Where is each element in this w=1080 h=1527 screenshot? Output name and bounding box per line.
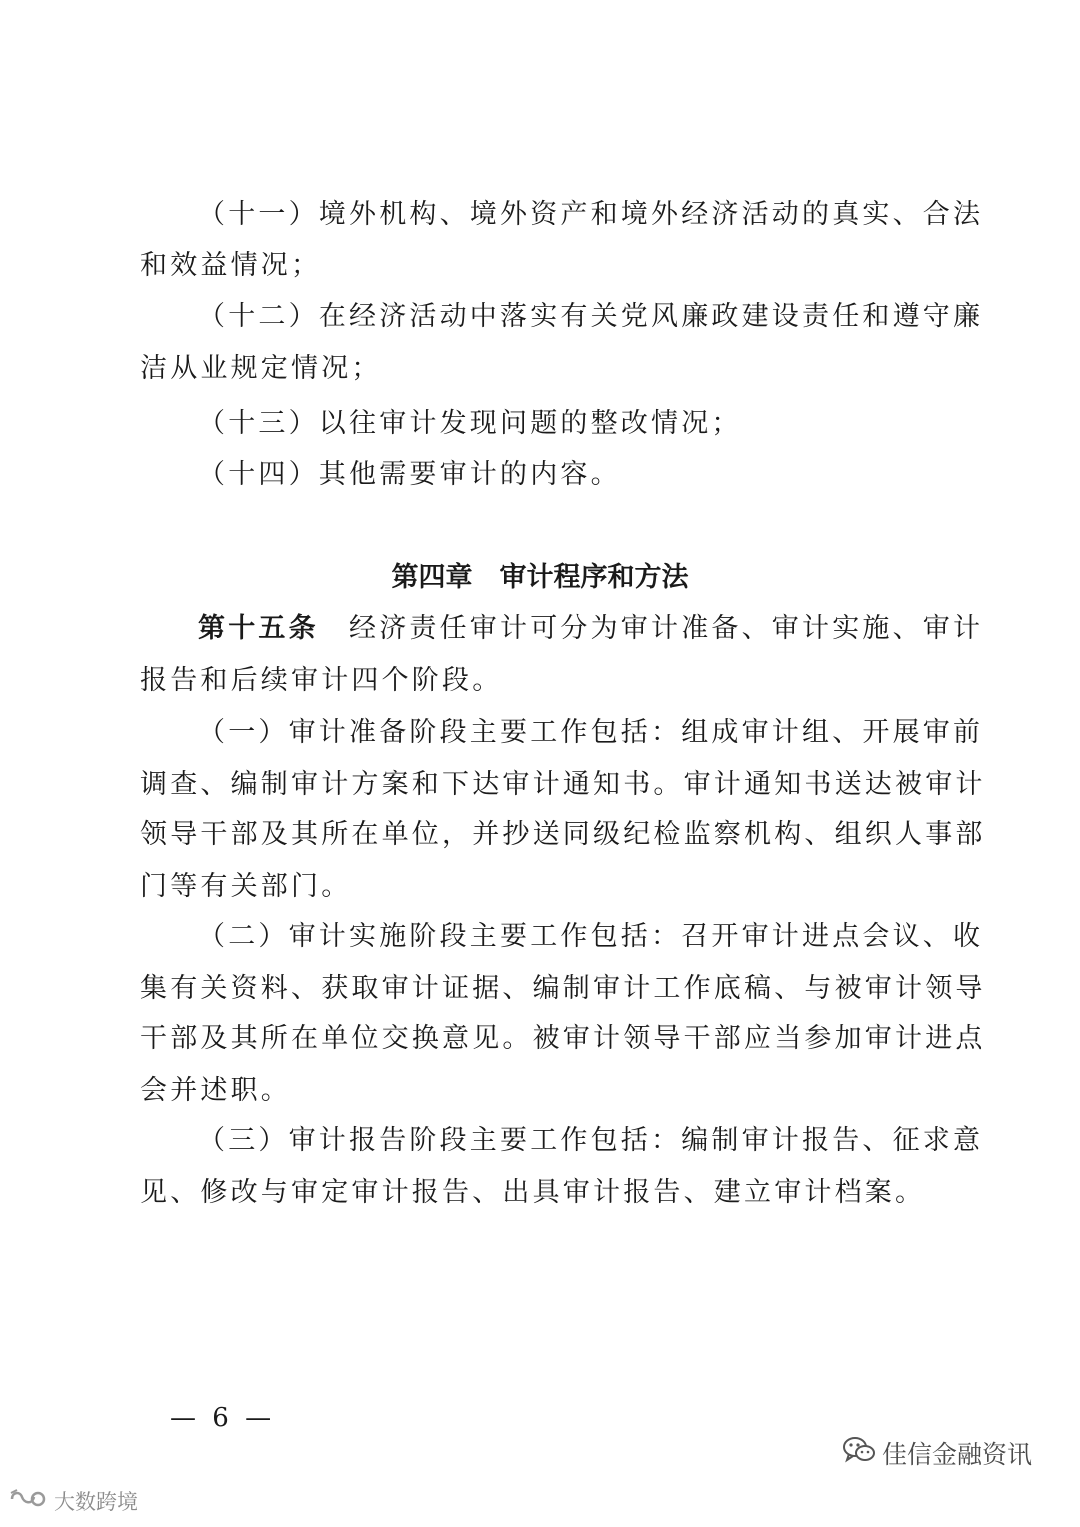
watermark-brand xyxy=(8,1486,138,1516)
stage-3-line-1: （三）审计报告阶段主要工作包括：编制审计报告、征求意 xyxy=(198,1125,984,1156)
stage-1-line-4: 门等有关部门。 xyxy=(140,871,352,902)
watermark-brand-text: 大数跨境 xyxy=(54,1490,138,1514)
item-12-line-2: 洁从业规定情况； xyxy=(140,353,382,384)
watermark-account-text: 佳信金融资讯 xyxy=(882,1440,1033,1469)
wechat-icon xyxy=(842,1435,876,1471)
stage-3-line-2: 见、修改与审定审计报告、出具审计报告、建立审计档案。 xyxy=(140,1177,926,1208)
item-13: （十三）以往审计发现问题的整改情况； xyxy=(198,408,742,439)
article-15-line-1 xyxy=(198,612,984,646)
stage-2-line-1: （二）审计实施阶段主要工作包括：召开审计进点会议、收 xyxy=(198,921,984,952)
chapter-heading: 第四章 审计程序和方法 xyxy=(391,562,689,593)
watermark-account xyxy=(842,1435,1032,1471)
brand-logo-icon xyxy=(8,1487,48,1516)
article-15-line-2: 报告和后续审计四个阶段。 xyxy=(140,665,503,696)
stage-1-line-2: 调查、编制审计方案和下达审计通知书。审计通知书送达被审计 xyxy=(140,769,986,800)
stage-2-line-4: 会并述职。 xyxy=(140,1075,291,1106)
article-15-text: 经济责任审计可分为审计准备、审计实施、审计 xyxy=(318,613,984,644)
stage-2-line-2: 集有关资料、获取审计证据、编制审计工作底稿、与被审计领导 xyxy=(140,973,986,1004)
item-11-line-2: 和效益情况； xyxy=(140,250,322,281)
stage-1-line-1: （一）审计准备阶段主要工作包括：组成审计组、开展审前 xyxy=(198,717,984,748)
item-12-line-1: （十二）在经济活动中落实有关党风廉政建设责任和遵守廉 xyxy=(198,301,984,332)
item-14: （十四）其他需要审计的内容。 xyxy=(198,459,621,490)
stage-2-line-3: 干部及其所在单位交换意见。被审计领导干部应当参加审计进点 xyxy=(140,1023,986,1054)
page-number: — 6 — xyxy=(170,1403,276,1433)
item-11-line-1: （十一）境外机构、境外资产和境外经济活动的真实、合法 xyxy=(198,199,984,230)
stage-1-line-3: 领导干部及其所在单位，并抄送同级纪检监察机构、组织人事部 xyxy=(140,819,986,850)
article-number: 第十五条 xyxy=(198,613,319,644)
